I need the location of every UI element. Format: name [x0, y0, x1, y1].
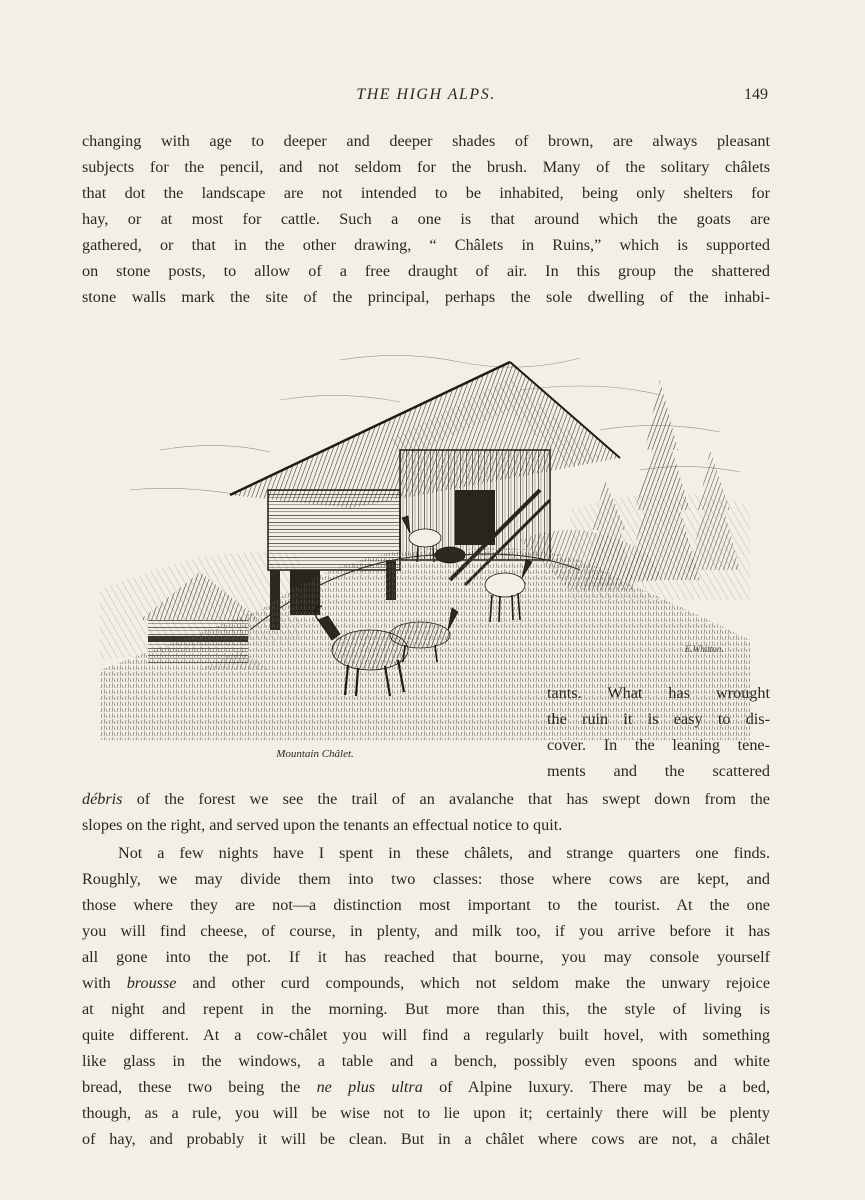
figure-caption: Mountain Châlet.: [276, 748, 354, 760]
text-span: bread, these two being the: [82, 1078, 317, 1096]
text-line: the ruin it is easy to dis-: [547, 710, 770, 728]
text-line: at night and repent in the morning. But more than this, the style of living is: [82, 1000, 770, 1018]
text-line: though, as a rule, you will be wise not to lie upon it; certainly there will be plenty: [82, 1104, 770, 1122]
page-number: 149: [744, 86, 768, 103]
text-line: gathered, or that in the other drawing, “ Châlets in Ruins,” which is supported: [82, 236, 770, 254]
text-line: of hay, and probably it will be clean. But in a châlet where cows are not, a châlet: [82, 1130, 770, 1148]
text-line: tants. What has wrought: [547, 684, 770, 702]
text-line: like glass in the windows, a table and a bench, possibly even spoons and white: [82, 1052, 770, 1070]
artist-signature: E.Whitton.: [685, 644, 724, 654]
italic-word: ne plus ultra: [316, 1078, 423, 1096]
text-line: those where they are not—a distinction most important to the tourist. At the one: [82, 896, 770, 914]
text-line: subjects for the pencil, and not seldom for the brush. Many of the solitary châlets: [82, 158, 770, 176]
italic-word: débris: [82, 790, 123, 808]
running-head: [82, 86, 770, 108]
text-span: of Alpine luxury. There may be a bed,: [422, 1078, 770, 1096]
text-span: of the forest we see the trail of an avalanche that has swept down from the: [122, 790, 770, 808]
running-title: THE HIGH ALPS.: [356, 86, 496, 103]
text-line: all gone into the pot. If it has reached that bourne, you may console yourself: [82, 948, 770, 966]
text-line: quite different. At a cow-châlet you will find a regularly built hovel, with something: [82, 1026, 770, 1044]
text-line: that dot the landscape are not intended to be inhabited, being only shelters for: [82, 184, 770, 202]
text-line: Roughly, we may divide them into two classes: those where cows are kept, and: [82, 870, 770, 888]
text-line: slopes on the right, and served upon the tenants an effectual notice to quit.: [82, 816, 563, 834]
text-span: with: [82, 974, 127, 992]
text-line: cover. In the leaning tene-: [547, 736, 770, 754]
text-line: on stone posts, to allow of a free draught of air. In this group the shattered: [82, 262, 770, 280]
text-line: ments and the scattered: [547, 762, 770, 780]
text-span: and other curd compounds, which not seldom make the unwary rejoice: [176, 974, 771, 992]
text-line: changing with age to deeper and deeper shades of brown, are always pleasant: [82, 132, 770, 150]
text-line: Not a few nights have I spent in these châlets, and strange quarters one finds.: [118, 844, 770, 862]
text-line: [82, 788, 770, 810]
text-line: [82, 1076, 770, 1098]
text-line: stone walls mark the site of the principal, perhaps the sole dwelling of the inhabi-: [82, 288, 770, 306]
text-line: hay, or at most for cattle. Such a one is that around which the goats are: [82, 210, 770, 228]
italic-word: brousse: [126, 974, 177, 992]
chalet-engraving-image: [100, 340, 750, 740]
text-line: [82, 972, 770, 994]
text-line: you will find cheese, of course, in plenty, and milk too, if you arrive before it has: [82, 922, 770, 940]
chalet-illustration: [100, 340, 750, 740]
